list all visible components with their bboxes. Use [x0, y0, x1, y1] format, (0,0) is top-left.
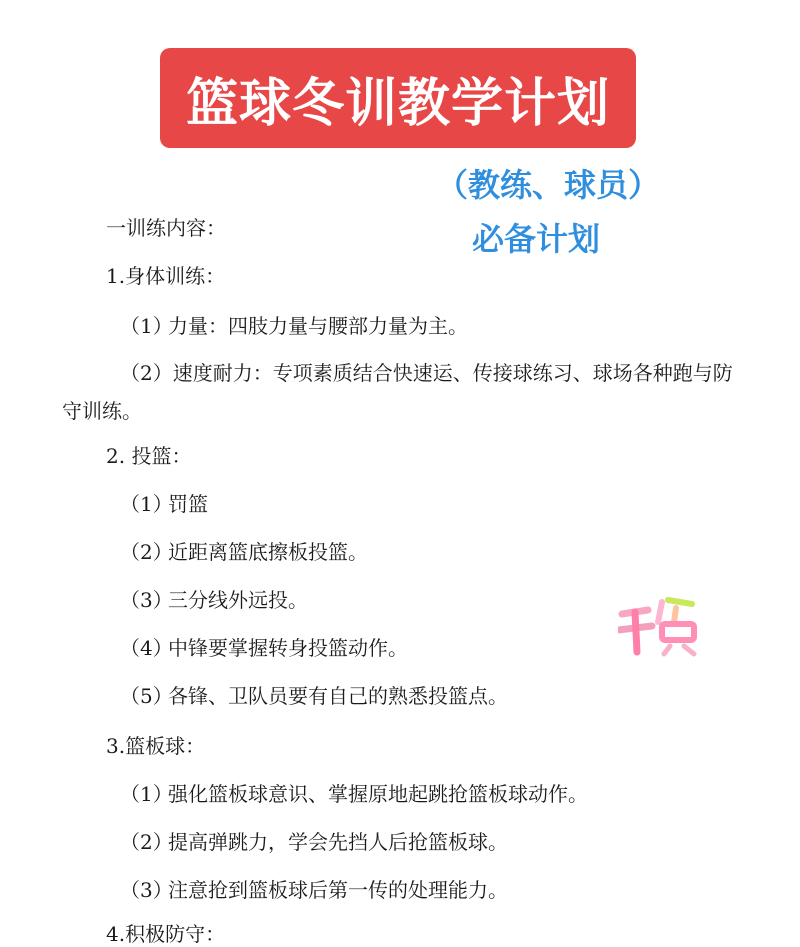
- item-number: （1）: [120, 314, 173, 338]
- item-number: （2）: [120, 830, 173, 854]
- list-item: [120, 536, 368, 565]
- item-text: 力量：四肢力量与腰部力量为主。: [168, 314, 468, 338]
- list-item: [120, 632, 408, 661]
- section-title-shooting: 2. 投篮：: [106, 444, 192, 468]
- item-text: 近距离篮底擦板投篮。: [168, 540, 368, 564]
- list-item: [120, 488, 208, 517]
- content-heading: 一训练内容：: [106, 216, 226, 240]
- section-title-physical: 1.身体训练：: [106, 264, 226, 288]
- item-text: 强化篮板球意识、掌握原地起跳抢篮板球动作。: [168, 782, 588, 806]
- item-number: （2）: [120, 361, 173, 385]
- item-number: （3）: [120, 878, 173, 902]
- item-number: （2）: [120, 540, 173, 564]
- item-text: 罚篮: [168, 492, 208, 516]
- subtitle-audience: （教练、球员）: [436, 166, 661, 204]
- item-text: 速度耐力：专项素质结合快速运、传接球练习、球场各种跑与防守训练。: [62, 361, 733, 423]
- item-number: （4）: [120, 636, 173, 660]
- section-title-defense: 4.积极防守：: [106, 922, 226, 946]
- item-text: 提高弹跳力，学会先挡人后抢篮板球。: [168, 830, 508, 854]
- item-number: （1）: [120, 492, 173, 516]
- list-item: [120, 310, 468, 339]
- list-item: [120, 874, 508, 903]
- page-title: 篮球冬训教学计划: [185, 73, 610, 134]
- list-item: [62, 354, 742, 430]
- item-text: 注意抢到篮板球后第一传的处理能力。: [168, 878, 508, 902]
- list-item: [120, 778, 588, 807]
- item-number: （3）: [120, 588, 173, 612]
- list-item: [120, 826, 508, 855]
- ganhuo-sticker-icon: [618, 594, 702, 658]
- item-text: 各锋、卫队员要有自己的熟悉投篮点。: [168, 684, 508, 708]
- list-item: [120, 584, 308, 613]
- list-item: [120, 680, 508, 709]
- section-title-rebound: 3.篮板球：: [106, 734, 206, 758]
- subtitle-plan: 必备计划: [472, 220, 601, 258]
- item-number: （1）: [120, 782, 173, 806]
- item-text: 三分线外远投。: [168, 588, 308, 612]
- title-banner: [160, 48, 636, 148]
- item-number: （5）: [120, 684, 173, 708]
- item-text: 中锋要掌握转身投篮动作。: [168, 636, 408, 660]
